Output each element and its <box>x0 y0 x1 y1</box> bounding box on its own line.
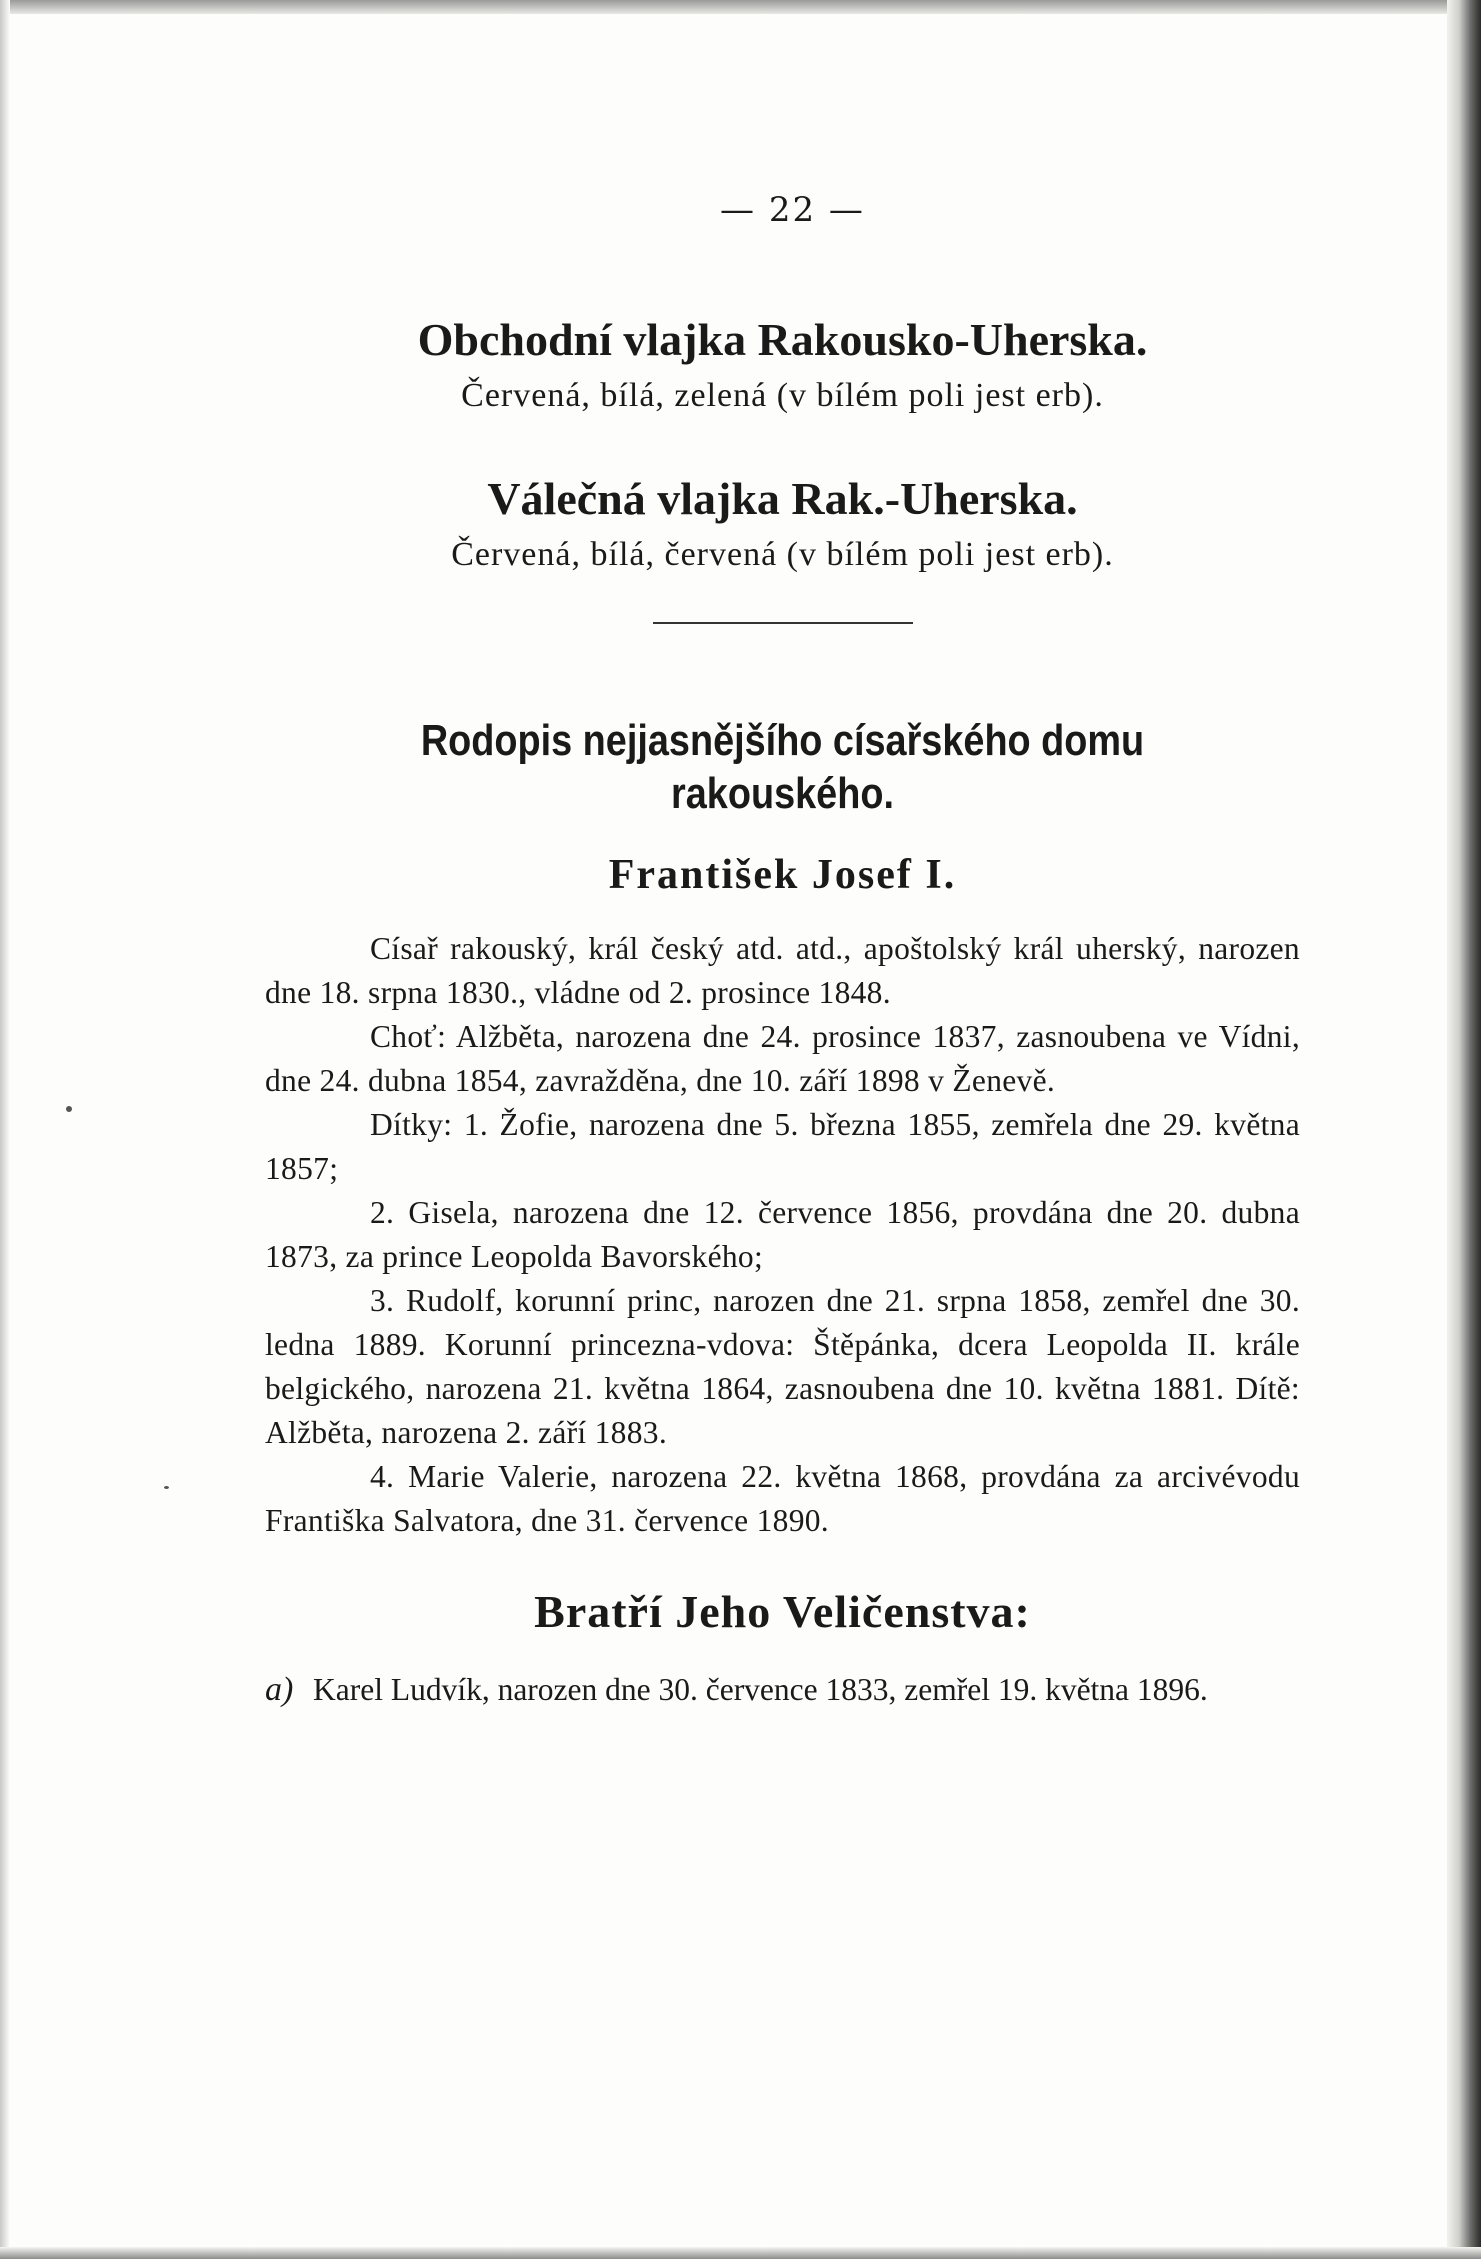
child-rudolf-paragraph: 3. Rudolf, korunní princ, narozen dne 21. srpna 1858, zemřel dne 30. ledna 1889. Korunní princezna-vdova: Štěpánka, dcera Leopolda II. krále belgického, narozena 21. května 1864, zasnoubena dne 10. května 1881. Dítě: Alžběta, narozena 2. září 1883. <box>265 1283 1300 1451</box>
page-edge-right <box>1447 0 1481 2259</box>
brother-item <box>265 1668 1300 1712</box>
child-marie-valerie-paragraph: 4. Marie Valerie, narozena 22. května 1868, provdána za arcivévodu Františka Salvatora, dne 31. července 1890. <box>265 1459 1300 1539</box>
brother-item-text: Karel Ludvík, narozen dne 30. července 1833, zemřel 19. května 1896. <box>313 1672 1208 1708</box>
print-speck <box>66 1106 72 1112</box>
merchant-flag-description: Červená, bílá, zelená (v bílém poli jest erb). <box>461 376 1104 414</box>
brothers-title: Bratří Jeho Veličenstva: <box>534 1586 1031 1638</box>
children-paragraph: Dítky: 1. Žofie, narozena dne 5. března 1855, zemřela dne 29. května 1857; <box>265 1107 1300 1187</box>
page-edge-left <box>0 0 10 2259</box>
merchant-flag-title: Obchodní vlajka Rakousko-Uherska. <box>417 314 1148 365</box>
genealogy-title-line1: Rodopis nejjasnějšího císařského domu <box>420 715 1145 765</box>
page-content <box>265 190 1300 1712</box>
genealogy-title-line2: rakouského. <box>671 769 894 819</box>
child-gisela-paragraph: 2. Gisela, narozena dne 12. července 1856, provdána dne 20. dubna 1873, za prince Leopolda Bavorského; <box>265 1195 1300 1275</box>
genealogy-title <box>337 714 1227 821</box>
section-divider <box>653 622 913 624</box>
brother-item-marker: a) <box>265 1671 294 1709</box>
emperor-name: František Josef I. <box>608 852 957 899</box>
page-edge-bottom <box>0 2247 1481 2259</box>
print-speck <box>164 1486 169 1489</box>
emperor-titles-paragraph: Císař rakouský, král český atd. atd., apoštolský král uherský, narozen dne 18. srpna 1830., vládne od 2. prosince 1848. <box>265 931 1300 1011</box>
war-flag-description: Červená, bílá, červená (v bílém poli jest erb). <box>451 535 1114 573</box>
page-number: — 22 — <box>720 190 865 230</box>
page-edge-top <box>0 0 1481 14</box>
war-flag-title: Válečná vlajka Rak.-Uherska. <box>487 472 1078 524</box>
spouse-paragraph: Choť: Alžběta, narozena dne 24. prosince 1837, zasnoubena ve Vídni, dne 24. dubna 1854, zavražděna, dne 10. září 1898 v Ženevě. <box>265 1019 1300 1099</box>
